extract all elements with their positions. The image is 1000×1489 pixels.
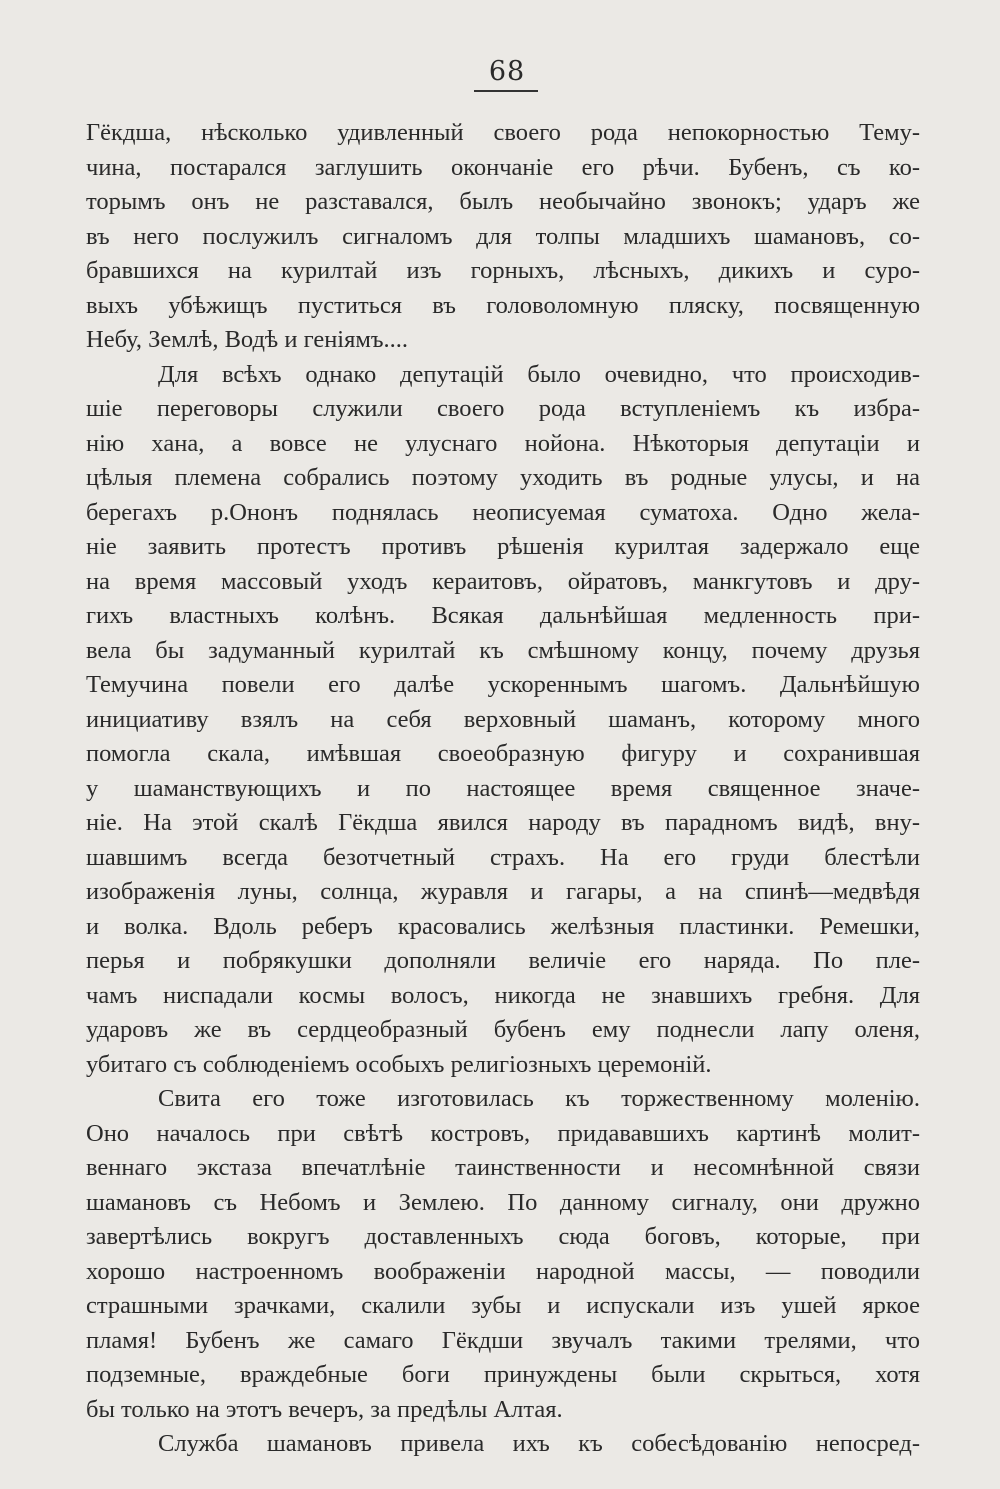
text-line: Оно началось при свѣтѣ костровъ, придававшихъ картинѣ молит- [86, 1119, 920, 1147]
text-line: цѣлыя племена собрались поэтому уходить въ родные улусы, и на [86, 464, 920, 491]
text-line: берегахъ р.Ононъ поднялась неописуемая суматоха. Одно жела- [86, 498, 920, 526]
text-line: Гёкдша, нѣсколько удивленный своего рода непокорностью Тему- [86, 119, 920, 146]
text-line: чамъ ниспадали космы волосъ, никогда не знавшихъ гребня. Для [86, 981, 920, 1009]
text-line: Темучина повели его далѣе ускореннымъ шагомъ. Дальнѣйшую [86, 671, 920, 698]
text-line: бравшихся на курилтай изъ горныхъ, лѣсныхъ, дикихъ и суро- [86, 257, 920, 284]
text-line: выхъ убѣжищъ пуститься въ головоломную пляску, посвященную [86, 291, 920, 319]
text-line: Служба шамановъ привела ихъ къ собесѣдованію непосред- [158, 1430, 920, 1457]
text-line: инициативу взялъ на себя верховный шаманъ, которому много [86, 705, 920, 733]
text-line: завертѣлись вокругъ доставленныхъ сюда боговъ, которые, при [86, 1223, 920, 1250]
text-line: въ него послужилъ сигналомъ для толпы младшихъ шамановъ, со- [86, 222, 920, 250]
text-line: у шаманствующихъ и по настоящее время священное значе- [86, 774, 920, 802]
text-line: Свита его тоже изготовилась къ торжественному моленію. [158, 1085, 920, 1112]
text-line: вела бы задуманный курилтай къ смѣшному концу, почему друзья [86, 636, 920, 664]
text-line: ударовъ же въ сердцеобразный бубенъ ему поднесли лапу оленя, [86, 1016, 920, 1043]
text-line: шіе переговоры служили своего рода вступленіемъ къ избра- [86, 395, 920, 422]
text-line: шавшимъ всегда безотчетный страхъ. На его груди блестѣли [86, 843, 920, 871]
text-line: ніе заявить протестъ противъ рѣшенія курилтая задержало еще [86, 533, 920, 560]
text-line: веннаго экстаза впечатлѣніе таинственности и несомнѣнной связи [86, 1154, 920, 1181]
text-line: убитаго съ соблюденіемъ особыхъ религіозныхъ церемоній. [86, 1050, 712, 1078]
paragraph-2 [86, 358, 920, 1083]
text-line: подземные, враждебные боги принуждены были скрыться, хотя [86, 1361, 920, 1388]
paragraph-3 [86, 1082, 920, 1427]
text-line: бы только на этотъ вечеръ, за предѣлы Алтая. [86, 1395, 563, 1423]
paragraph-4 [86, 1427, 920, 1462]
text-line: гихъ властныхъ колѣнъ. Всякая дальнѣйшая медленность при- [86, 602, 920, 629]
text-line: пламя! Бубенъ же самаго Гёкдши звучалъ такими трелями, что [86, 1326, 920, 1354]
page-number: 68 [488, 56, 526, 87]
text-line: помогла скала, имѣвшая своеобразную фигуру и сохранившая [86, 740, 920, 767]
text-line: Для всѣхъ однако депутацій было очевидно, что происходив- [158, 360, 920, 388]
text-line: шамановъ съ Небомъ и Землею. По данному сигналу, они дружно [86, 1188, 920, 1216]
text-line: на время массовый уходъ кераитовъ, ойратовъ, манкгутовъ и дру- [86, 567, 920, 595]
page-number-rule [474, 90, 538, 92]
paragraph-1 [86, 116, 920, 358]
body-text [86, 116, 920, 1462]
text-line: и волка. Вдоль реберъ красовались желѣзныя пластинки. Ремешки, [86, 912, 920, 940]
text-line: перья и побрякушки дополняли величіе его наряда. По пле- [86, 947, 920, 974]
text-line: изображенія луны, солнца, журавля и гагары, а на спинѣ—медвѣдя [86, 878, 920, 905]
text-line: торымъ онъ не разставался, былъ необычайно звонокъ; ударъ же [86, 188, 920, 215]
text-line: хорошо настроенномъ воображеніи народной массы, — поводили [86, 1257, 920, 1285]
text-line: нію хана, а вовсе не улуснаго нойона. Нѣкоторыя депутаціи и [86, 429, 920, 457]
text-line: ніе. На этой скалѣ Гёкдша явился народу въ парадномъ видѣ, вну- [86, 809, 920, 836]
text-line: Небу, Землѣ, Водѣ и геніямъ.... [86, 326, 409, 353]
text-line: страшными зрачками, скалили зубы и испускали изъ ушей яркое [86, 1292, 920, 1319]
text-line: чина, постарался заглушить окончаніе его рѣчи. Бубенъ, съ ко- [86, 153, 920, 181]
